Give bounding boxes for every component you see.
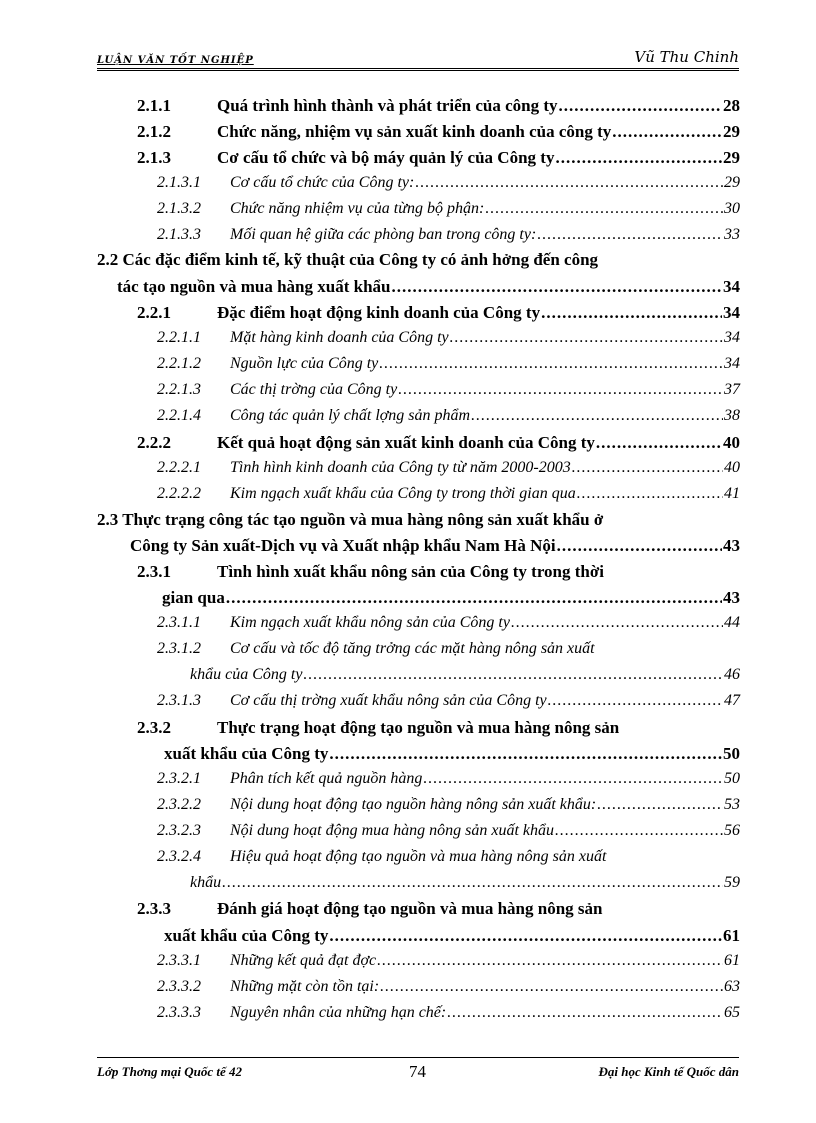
toc-entry[interactable] (137, 148, 740, 168)
toc-entry-page: 41 (724, 485, 740, 502)
toc-entry[interactable] (157, 1004, 740, 1022)
toc-entry[interactable] (157, 952, 740, 970)
toc-entry-first-line[interactable] (157, 640, 595, 658)
toc-entry-title-continued: xuất khẩu của Công ty (164, 744, 329, 763)
footer-university: Đại học Kinh tế Quốc dân (598, 1064, 739, 1079)
toc-entry-title: Cơ cấu tổ chức của Công ty: (230, 174, 415, 191)
toc-entry-number: 2.3.3.1 (157, 952, 201, 969)
toc-entry[interactable] (157, 174, 740, 192)
footer-page-number: 74 (409, 1062, 426, 1081)
toc-entry-page: 53 (724, 796, 740, 813)
toc-entry-page: 40 (724, 459, 740, 476)
toc-entry-title: Những mặt còn tồn tại: (230, 978, 380, 995)
toc-entry[interactable] (157, 822, 740, 840)
toc-leader-dots (329, 926, 722, 946)
toc-leader-dots (392, 277, 723, 297)
toc-entry-number: 2.3.2 (137, 718, 171, 737)
toc-entry-title: Thực trạng hoạt động tạo nguồn và mua hàng nông sản (217, 718, 620, 737)
toc-entry[interactable] (157, 355, 740, 373)
toc-entry[interactable] (137, 96, 740, 116)
toc-entry-title: Hiệu quả hoạt động tạo nguồn và mua hàng nông sản xuất (230, 848, 607, 865)
toc-entry-page: 43 (723, 588, 740, 607)
toc-entry-number: 2.3.3.3 (157, 1004, 201, 1021)
toc-leader-dots (329, 744, 722, 764)
toc-entry-number: 2.3.1 (137, 562, 171, 581)
toc-entry-page: 61 (724, 952, 740, 969)
toc-entry-number: 2.1.3.1 (157, 174, 201, 191)
toc-entry[interactable] (157, 381, 740, 399)
toc-entry-title: Chức năng nhiệm vụ của từng bộ phận: (230, 200, 485, 217)
toc-entry-title: Kết quả hoạt động sản xuất kinh doanh của Công ty (217, 433, 595, 452)
toc-entry-first-line[interactable] (137, 899, 602, 919)
toc-entry-page: 50 (723, 744, 740, 763)
toc-entry[interactable] (157, 407, 740, 425)
toc-entry-title: Chức năng, nhiệm vụ sản xuất kinh doanh của công ty (217, 122, 612, 141)
toc-entry-title-continued: xuất khẩu của Công ty (164, 926, 329, 945)
toc-entry-title: Cơ cấu và tốc độ tăng trởng các mặt hàng nông sản xuất (230, 640, 595, 657)
toc-entry[interactable] (117, 277, 740, 297)
toc-entry-page: 46 (724, 666, 740, 683)
toc-entry-title: Phân tích kết quả nguồn hàng (230, 770, 423, 787)
toc-leader-dots (380, 978, 723, 996)
toc-entry[interactable] (157, 978, 740, 996)
toc-entry-page: 63 (724, 978, 740, 995)
toc-leader-dots (226, 588, 722, 608)
toc-entry-number: 2.2.1.3 (157, 381, 201, 398)
toc-entry-title: Đánh giá hoạt động tạo nguồn và mua hàng nông sản (217, 899, 603, 918)
toc-entry-page: 34 (723, 303, 740, 322)
toc-entry-page: 34 (724, 355, 740, 372)
toc-entry-number: 2.3.2.2 (157, 796, 201, 813)
toc-entry-title-continued: Công ty Sản xuất-Dịch vụ và Xuất nhập khẩu Nam Hà Nội (130, 536, 556, 555)
toc-entry-number: 2.3.3.2 (157, 978, 201, 995)
toc-leader-dots (511, 614, 723, 632)
toc-entry-title-continued: gian qua (162, 588, 225, 607)
toc-entry[interactable] (137, 122, 740, 142)
header-author: Vũ Thu Chinh (634, 48, 739, 66)
toc-entry-page: 29 (723, 122, 740, 141)
toc-entry-number: 2.3.1.2 (157, 640, 201, 657)
toc-entry-title: Những kết quả đạt đợc (230, 952, 377, 969)
toc-entry-number: 2.2.1.1 (157, 329, 201, 346)
toc-entry-number: 2.2 (97, 250, 119, 269)
toc-entry-number: 2.1.3.3 (157, 226, 201, 243)
toc-leader-dots (597, 796, 723, 814)
toc-entry-page: 29 (723, 148, 740, 167)
toc-entry-number: 2.1.3 (137, 148, 171, 167)
toc-entry-title: Tình hình kinh doanh của Công ty từ năm 2000-2003 (230, 459, 571, 476)
toc-entry-number: 2.3.1.3 (157, 692, 201, 709)
toc-entry-number: 2.3.1.1 (157, 614, 201, 631)
toc-entry-page: 65 (724, 1004, 740, 1021)
toc-leader-dots (423, 770, 723, 788)
toc-entry-page: 43 (723, 536, 740, 555)
toc-entry[interactable] (157, 770, 740, 788)
toc-entry-first-line[interactable] (97, 510, 603, 530)
toc-entry-page: 61 (723, 926, 740, 945)
toc-entry-first-line[interactable] (137, 562, 604, 582)
toc-leader-dots (379, 355, 723, 373)
toc-entry-number: 2.1.2 (137, 122, 171, 141)
toc-entry-page: 29 (724, 174, 740, 191)
toc-entry-number: 2.3 (97, 510, 119, 529)
toc-entry-page: 37 (724, 381, 740, 398)
toc-leader-dots (303, 666, 723, 684)
toc-entry[interactable] (190, 874, 740, 892)
page-footer (97, 1057, 739, 1084)
toc-entry-page: 47 (724, 692, 740, 709)
toc-entry-title: Tình hình xuất khẩu nông sản của Công ty trong thời (217, 562, 605, 581)
toc-entry-page: 33 (724, 226, 740, 243)
toc-entry-number: 2.2.2.1 (157, 459, 201, 476)
toc-entry-number: 2.2.2.2 (157, 485, 201, 502)
toc-entry-number: 2.3.2.4 (157, 848, 201, 865)
toc-entry-title-continued: khẩu (190, 874, 222, 891)
toc-leader-dots (612, 122, 722, 142)
toc-leader-dots (548, 692, 723, 710)
toc-entry-number: 2.3.2.1 (157, 770, 201, 787)
toc-entry-title: Đặc điểm hoạt động kinh doanh của Công ty (217, 303, 541, 322)
toc-entry-number: 2.1.3.2 (157, 200, 201, 217)
toc-entry-page: 28 (723, 96, 740, 115)
toc-leader-dots (485, 200, 723, 218)
toc-entry-first-line[interactable] (157, 848, 606, 866)
toc-entry-page: 34 (724, 329, 740, 346)
toc-entry[interactable] (157, 226, 740, 244)
toc-entry-page: 34 (723, 277, 740, 296)
toc-entry[interactable] (157, 692, 740, 710)
toc-entry[interactable] (162, 588, 740, 608)
toc-entry-title-continued: khẩu của Công ty (190, 666, 303, 683)
toc-entry-page: 38 (724, 407, 740, 424)
toc-leader-dots (471, 407, 723, 425)
toc-entry[interactable] (164, 926, 740, 946)
toc-leader-dots (377, 952, 723, 970)
toc-entry-number: 2.2.2 (137, 433, 171, 452)
toc-leader-dots (398, 381, 723, 399)
toc-entry[interactable] (157, 200, 740, 218)
toc-entry-first-line[interactable] (97, 250, 598, 270)
toc-entry-title: Các đặc điểm kinh tế, kỹ thuật của Công ty có ảnh hởng đến công (122, 250, 599, 269)
toc-leader-dots (555, 822, 723, 840)
toc-leader-dots (577, 485, 723, 503)
toc-entry-page: 50 (724, 770, 740, 787)
toc-leader-dots (555, 148, 722, 168)
toc-leader-dots (541, 303, 722, 323)
toc-entry[interactable] (157, 614, 740, 632)
toc-leader-dots (537, 226, 723, 244)
toc-entry-title: Nguồn lực của Công ty (230, 355, 379, 372)
toc-entry-page: 30 (724, 200, 740, 217)
toc-entry-title: Thực trạng công tác tạo nguồn và mua hàng nông sản xuất khẩu ở (122, 510, 604, 529)
page-header (97, 44, 739, 71)
toc-entry[interactable] (157, 329, 740, 347)
toc-entry[interactable] (190, 666, 740, 684)
toc-entry-title: Cơ cấu tổ chức và bộ máy quản lý của Công ty (217, 148, 555, 167)
toc-entry-page: 59 (724, 874, 740, 891)
toc-leader-dots (596, 433, 722, 453)
toc-entry-title: Cơ cấu thị trờng xuất khẩu nông sản của Công ty (230, 692, 547, 709)
toc-entry-title: Mối quan hệ giữa các phòng ban trong công ty: (230, 226, 537, 243)
header-left-title: LUẬN VĂN TỐT NGHIỆP (97, 55, 254, 66)
toc-leader-dots (447, 1004, 723, 1022)
toc-entry[interactable] (164, 744, 740, 764)
toc-entry-title: Nội dung hoạt động mua hàng nông sản xuất khẩu (230, 822, 554, 839)
toc-entry-first-line[interactable] (137, 718, 619, 738)
toc-entry-number: 2.2.1.2 (157, 355, 201, 372)
toc-entry-title: Quá trình hình thành và phát triển của công ty (217, 96, 558, 115)
toc-entry-number: 2.2.1 (137, 303, 171, 322)
toc-leader-dots (559, 96, 722, 116)
toc-entry-title: Nguyên nhân của những hạn chế: (230, 1004, 447, 1021)
toc-leader-dots (572, 459, 723, 477)
toc-leader-dots (557, 536, 722, 556)
toc-leader-dots (222, 874, 723, 892)
toc-entry[interactable] (157, 459, 740, 477)
toc-entry-title: Mặt hàng kinh doanh của Công ty (230, 329, 449, 346)
toc-entry[interactable] (137, 433, 740, 453)
toc-entry-title: Kim ngạch xuất khẩu nông sản của Công ty (230, 614, 510, 631)
footer-class-name: Lớp Thơng mại Quốc tế 42 (97, 1064, 243, 1079)
toc-entry-number: 2.1.1 (137, 96, 171, 115)
toc-entry-title: Các thị trờng của Công ty (230, 381, 398, 398)
toc-entry-title: Công tác quản lý chất lợng sản phẩm (230, 407, 471, 424)
toc-entry-number: 2.3.2.3 (157, 822, 201, 839)
toc-entry-page: 44 (724, 614, 740, 631)
toc-entry-number: 2.2.1.4 (157, 407, 201, 424)
toc-entry-number: 2.3.3 (137, 899, 171, 918)
toc-entry-title-continued: tác tạo nguồn và mua hàng xuất khẩu (117, 277, 391, 296)
toc-entry[interactable] (157, 796, 740, 814)
toc-entry-title: Nội dung hoạt động tạo nguồn hàng nông sản xuất khẩu: (230, 796, 597, 813)
toc-entry-page: 56 (724, 822, 740, 839)
toc-entry[interactable] (130, 536, 740, 556)
toc-entry[interactable] (137, 303, 740, 323)
toc-entry-title: Kim ngạch xuất khẩu của Công ty trong thời gian qua (230, 485, 576, 502)
toc-leader-dots (450, 329, 723, 347)
toc-entry-page: 40 (723, 433, 740, 452)
toc-entry[interactable] (157, 485, 740, 503)
toc-leader-dots (415, 174, 723, 192)
